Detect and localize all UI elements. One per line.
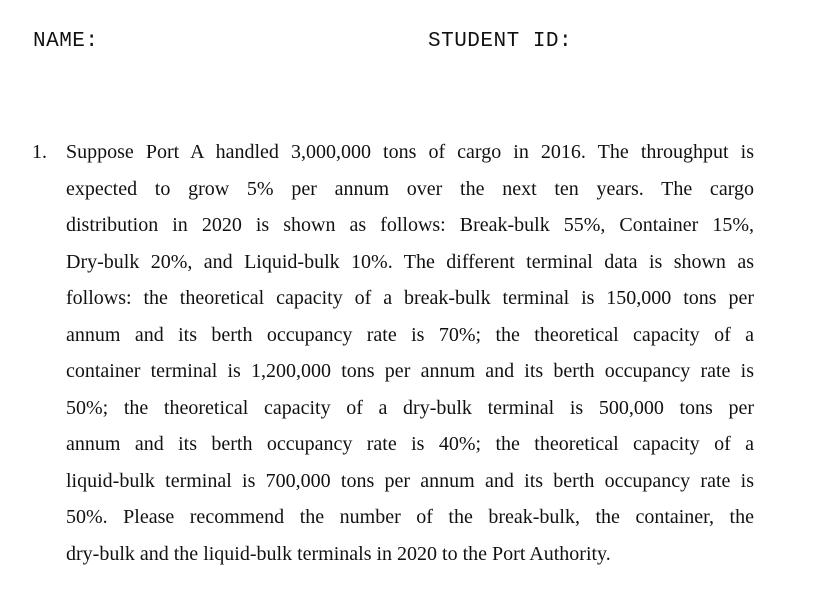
- question-line: 50%; the theoretical capacity of a dry-bulk terminal is 500,000 tons per: [66, 396, 754, 419]
- question-line: 50%. Please recommend the number of the break-bulk, the container, the: [66, 506, 754, 528]
- question-line: container terminal is 1,200,000 tons per annum and its berth occupancy rate is: [66, 360, 754, 382]
- question-line: annum and its berth occupancy rate is 40%; the theoretical capacity of a: [66, 433, 754, 455]
- name-label: NAME:: [33, 30, 99, 53]
- question-line: follows: the theoretical capacity of a break-bulk terminal is 150,000 tons per: [66, 287, 754, 309]
- question-line: dry-bulk and the liquid-bulk terminals in 2020 to the Port Authority.: [66, 542, 611, 565]
- question-number: 1.: [32, 141, 47, 163]
- question-line: Suppose Port A handled 3,000,000 tons of cargo in 2016. The throughput is: [66, 141, 754, 163]
- question-line: Dry-bulk 20%, and Liquid-bulk 10%. The different terminal data is shown as: [66, 250, 754, 273]
- question-line: distribution in 2020 is shown as follows: Break-bulk 55%, Container 15%,: [66, 214, 754, 236]
- question-line: annum and its berth occupancy rate is 70%; the theoretical capacity of a: [66, 323, 754, 346]
- question-1: [32, 134, 754, 572]
- question-line: expected to grow 5% per annum over the next ten years. The cargo: [66, 177, 754, 200]
- question-line: liquid-bulk terminal is 700,000 tons per annum and its berth occupancy rate is: [66, 469, 754, 492]
- student-id-label: STUDENT ID:: [428, 30, 573, 53]
- question-text: [66, 134, 754, 572]
